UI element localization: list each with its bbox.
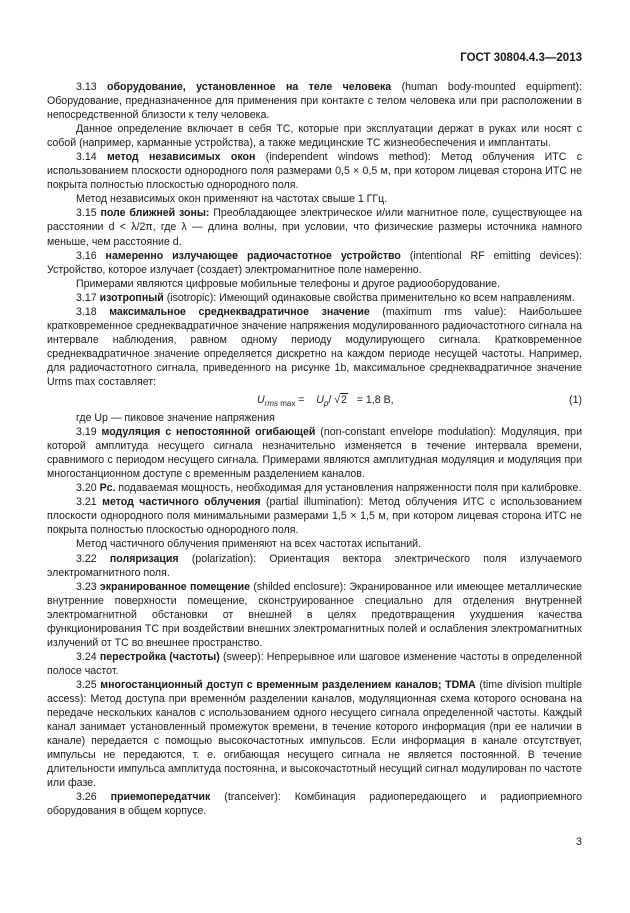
page-number: 3: [575, 836, 582, 848]
definition-text: (non-constant envelope modulation): Модуляция, при которой амплитуда несущего сигнала незначительно изменяется в течение интервала времени, сравнимого с периодом несущего сигнала. Примерами являются амплитудная модуляция и модуляция при многостанционном доступе с временным разделением каналов.: [47, 426, 582, 481]
defined-term: намеренно излучающее радиочастотное устройство: [105, 249, 401, 262]
clause-number: 3.14: [76, 151, 107, 164]
definition-paragraph: [47, 150, 582, 192]
definition-text: (polarization): Ориентация вектора электрического поля излучаемого электромагнитного поля.: [47, 552, 582, 579]
definitions-block-1: [47, 80, 582, 389]
document-body: [47, 80, 582, 818]
definition-paragraph: [47, 80, 582, 122]
defined-term: оборудование, установленное на теле человека: [107, 81, 392, 93]
definitions-block-2: [47, 411, 582, 818]
definition-text: где Up — пиковое значение напряжения: [76, 412, 275, 425]
definition-text: подаваемая мощность, необходимая для установления напряженности поля при калибровке.: [115, 482, 582, 495]
definition-text: Примерами являются цифровые мобильные телефоны и другое радиооборудование.: [76, 277, 500, 290]
defined-term: экранированное помещение: [99, 580, 251, 593]
definition-text: (partial illumination): Метод облучения ИТС с использованием плоскости однородного поля минимальными размерами 1,5 × 1,5 м, при котором лицевая сторона ИТС не покрыта полностью плоскостью однородного поля.: [47, 496, 582, 537]
definition-paragraph: [47, 481, 582, 495]
formula-expression: $U_{rms max}$ = $U_p/$ √2 = 1,8 В,: [257, 394, 394, 409]
definition-text: (isotropic): Имеющий одинаковые свойства применительно ко всем направлениям.: [163, 291, 575, 304]
defined-term: приемопередатчик: [110, 791, 211, 804]
definition-paragraph: [47, 291, 582, 305]
clause-number: 3.23: [76, 580, 100, 593]
clause-number: 3.15: [76, 207, 101, 220]
definition-paragraph: [47, 552, 582, 580]
definition-paragraph: [47, 650, 582, 678]
definition-text: Метод частичного облучения применяют на всех частотах испытаний.: [76, 538, 422, 551]
formula-number: (1): [569, 394, 582, 407]
defined-term: изотропный: [99, 291, 164, 304]
definition-paragraph: [47, 537, 582, 551]
standard-header: ГОСТ 30804.4.3—2013: [460, 52, 582, 64]
clause-number: 3.20: [76, 482, 100, 495]
clause-number: 3.17: [76, 291, 100, 304]
clause-number: 3.19: [76, 426, 102, 439]
definition-text: (independent windows method): Метод облучения ИТС с использованием плоскости однородного поля размерами 0,5 × 0,5 м, при котором лицевая сторона ИТС не покрыта полностью плоскостью однородного поля.: [47, 151, 582, 192]
definition-paragraph: [47, 206, 582, 248]
definition-paragraph: [47, 790, 582, 818]
definition-paragraph: [47, 495, 582, 537]
clause-number: 3.18: [76, 305, 110, 318]
clause-number: 3.16: [76, 249, 106, 262]
defined-term: многостанционный доступ с временным разделением каналов; TDMA: [100, 678, 476, 691]
definition-text: (time division multiple access): Метод доступа при временнóм разделении каналов, модуляционная схема которого основана на передаче нескольких каналов с использованием одного несущего сигнала определенной частоты. Каждый канал занимает установленный промежуток времени, в течение которого информация (при ее наличии в канале) передается с помощью высокочастотных импульсов. Если информация в канале отсутствует, импульсы не передаются, т. е. огибающая несущего сигнала не является постоянной. В течение длительности импульса амплитуда постоянна, и высокочастотный несущий сигнал модулирован по частоте или фазе.: [47, 678, 582, 790]
definition-paragraph: [47, 580, 582, 650]
definition-text: (sweep): Непрерывное или шаговое изменение частоты в определенной полосе частот.: [47, 650, 583, 677]
clause-number: 3.21: [76, 496, 103, 509]
definition-text: (maximum rms value): Наибольшее кратковременное среднеквадратичное значение напряжения модулированного радиочастотного сигнала на интервале наблюдения, равном одному периоду модулирующего сигнала. Кратковременное среднеквадратичное значение определяется дискретно на каждом периоде несущей частоты. Например, для радиочастотного сигнала, приведенного на рисунке 1b, максимальное среднеквадратичное значение Urms max составляет:: [47, 305, 583, 388]
clause-number: 3.26: [76, 791, 111, 804]
defined-term: Pc.: [99, 482, 116, 495]
definition-paragraph: [47, 122, 582, 150]
definition-paragraph: [47, 277, 582, 291]
definition-text: Преобладающее электрическое и/или магнитное поле, существующее на расстоянии d < λ/2π, где λ — длина волны, при условии, что физические размеры источника намного меньше, чем расстояние d.: [47, 207, 583, 248]
clause-number: 3.13: [76, 81, 108, 93]
definition-text: (shilded enclosure): Экранированное или имеющее металлические внутренние поверхности помещение, сконструированное специально для отделения внутренней электромагнитной обстановки от внешней в целях предотвращения ухудшения качества функционирования ТС при воздействии внешних электромагнитных полей и ослабления электромагнитных излучений от ТС во внешнее пространство.: [47, 580, 583, 649]
definition-paragraph: [47, 192, 582, 206]
definition-paragraph: [47, 678, 582, 790]
definition-paragraph: [47, 249, 582, 277]
defined-term: перестройка (частоты): [99, 650, 220, 663]
clause-number: 3.22: [76, 552, 110, 565]
definition-text: (human body-mounted equipment): Оборудование, предназначенное для применения при контакте с телом человека или при расположении в непосредственной близости к телу человека.: [47, 81, 583, 122]
defined-term: максимальное среднеквадратичное значение: [109, 305, 370, 318]
definition-paragraph: [47, 425, 582, 481]
definition-text: Метод независимых окон применяют на частотах свыше 1 ГГц.: [76, 193, 388, 206]
definition-text: (tranceiver): Комбинация радиопередающего и радиоприемного оборудования в общем корпусе.: [47, 791, 582, 818]
formula-1: [47, 389, 582, 411]
clause-number: 3.24: [76, 650, 100, 663]
definition-text: Данное определение включает в себя ТС, которые при эксплуатации держат в руках или носят с собой (например, карманные устройства), а также медицинские ТС жизнеобеспечения и имплантаты.: [47, 123, 582, 150]
defined-term: метод независимых окон: [106, 151, 256, 164]
defined-term: метод частичного облучения: [102, 496, 261, 509]
definition-paragraph: [47, 305, 582, 389]
defined-term: модуляция с непостоянной огибающей: [101, 426, 316, 439]
defined-term: поляризация: [109, 552, 179, 565]
defined-term: поле ближней зоны:: [100, 207, 210, 220]
clause-number: 3.25: [76, 678, 101, 691]
definition-text: (intentional RF emitting devices): Устройство, которое излучает (создает) электромагнитное поле намеренно.: [47, 249, 582, 276]
